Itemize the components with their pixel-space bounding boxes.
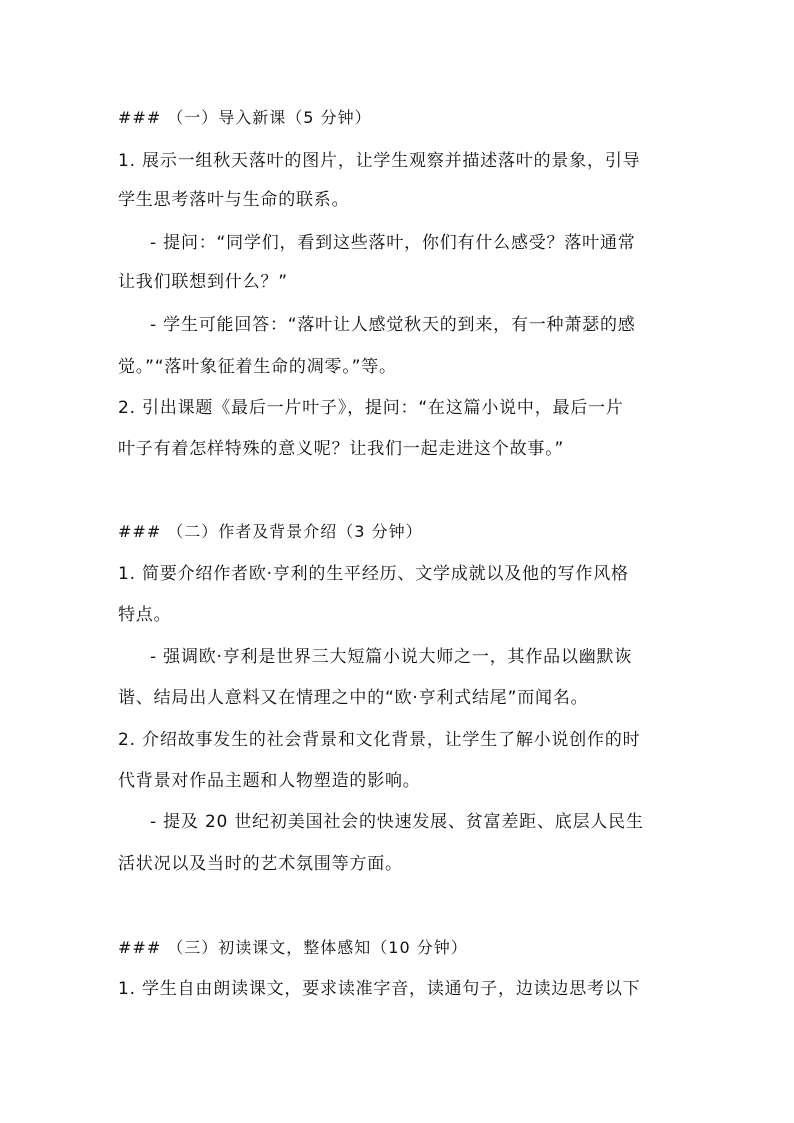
paragraph-line: 谐、结局出人意料又在情理之中的“欧·亨利式结尾”而闻名。 xyxy=(118,688,589,708)
paragraph-line: 特点。 xyxy=(118,605,172,625)
paragraph-line: 1. 学生自由朗读课文，要求读准字音，读通句子，边读边思考以下 xyxy=(118,979,641,999)
section-heading: ### （二）作者及背景介绍（3 分钟） xyxy=(118,522,423,541)
paragraph-line: 觉。”“落叶象征着生命的凋零。”等。 xyxy=(118,357,397,377)
section-heading: ### （一）导入新课（5 分钟） xyxy=(118,108,372,127)
paragraph-line: - 提问：“同学们，看到这些落叶，你们有什么感受？落叶通常 xyxy=(150,233,636,253)
paragraph-line: 学生思考落叶与生命的联系。 xyxy=(118,190,350,210)
section-heading: ### （三）初读课文，整体感知（10 分钟） xyxy=(118,938,468,957)
paragraph-line: 2. 介绍故事发生的社会背景和文化背景，让学生了解小说创作的时 xyxy=(118,730,641,750)
paragraph-line: - 强调欧·亨利是世界三大短篇小说大师之一，其作品以幽默诙 xyxy=(150,647,633,667)
paragraph-line: 活状况以及当时的艺术氛围等方面。 xyxy=(118,854,403,874)
paragraph-line: 1. 展示一组秋天落叶的图片，让学生观察并描述落叶的景象，引导 xyxy=(118,151,641,171)
paragraph-line: 1. 简要介绍作者欧·亨利的生平经历、文学成就以及他的写作风格 xyxy=(118,564,629,584)
paragraph-line: 叶子有着怎样特殊的意义呢？让我们一起走进这个故事。” xyxy=(118,439,565,459)
paragraph-line: - 学生可能回答：“落叶让人感觉秋天的到来，有一种萧瑟的感 xyxy=(150,315,636,335)
paragraph-line: - 提及 20 世纪初美国社会的快速发展、贫富差距、底层人民生 xyxy=(150,812,644,832)
paragraph-line: 2. 引出课题《最后一片叶子》，提问：“在这篇小说中，最后一片 xyxy=(118,398,624,418)
paragraph-line: 代背景对作品主题和人物塑造的影响。 xyxy=(118,771,421,791)
paragraph-line: 让我们联想到什么？” xyxy=(118,272,288,292)
